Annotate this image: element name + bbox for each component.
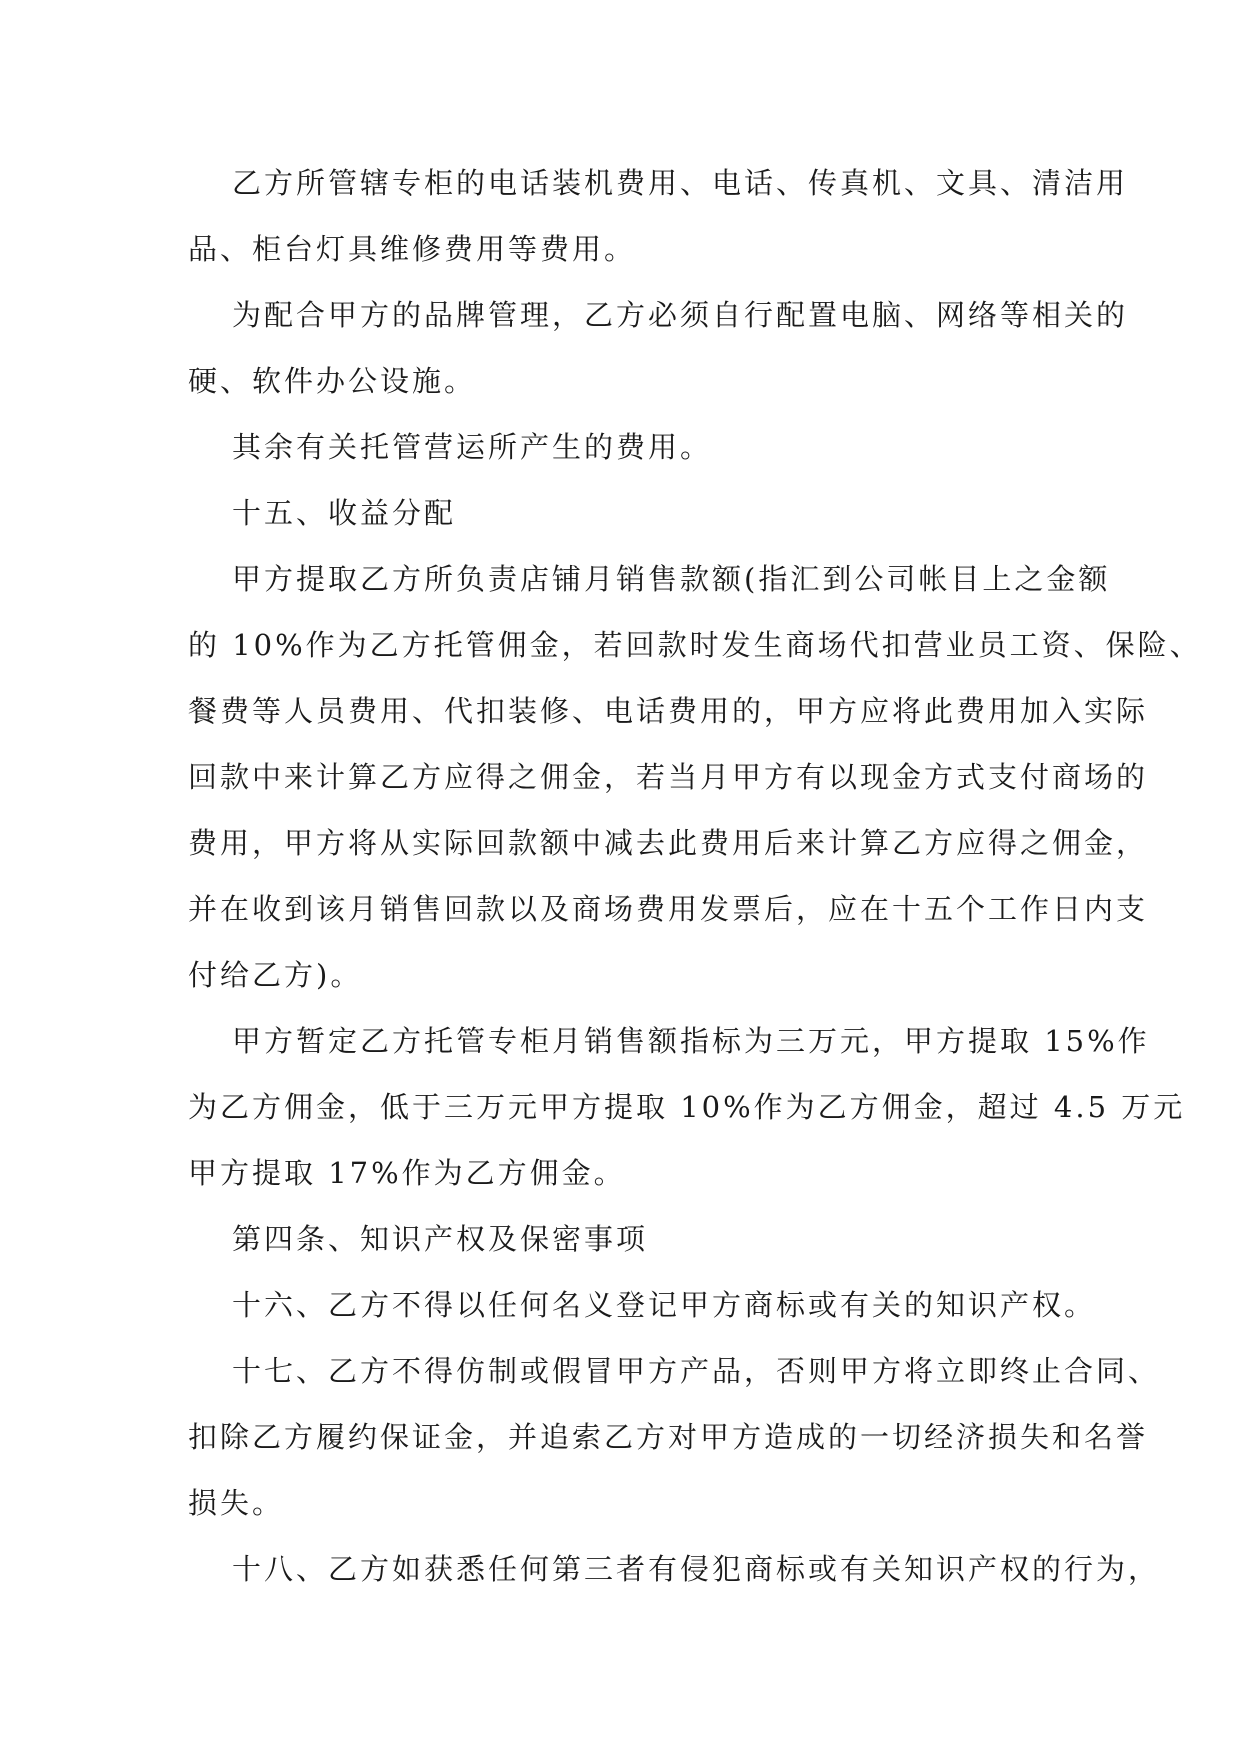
- text-line: 扣除乙方履约保证金，并追索乙方对甲方造成的一切经济损失和名誉: [188, 1420, 1149, 1454]
- paragraph-commission-calculation: [188, 546, 1202, 1008]
- text-line: 乙方所管辖专柜的电话装机费用、电话、传真机、文具、清洁用: [232, 166, 1129, 200]
- article-heading-ip-confidentiality: [188, 1206, 1078, 1272]
- text-line: 付给乙方)。: [188, 958, 363, 992]
- section-heading-revenue-distribution: [188, 480, 1078, 546]
- text-line: 十八、乙方如获悉任何第三者有侵犯商标或有关知识产权的行为，: [232, 1552, 1161, 1586]
- text-line: 十七、乙方不得仿制或假冒甲方产品，否则甲方将立即终止合同、: [232, 1354, 1161, 1388]
- document-body: [188, 150, 1202, 1602]
- text-line: 甲方暂定乙方托管专柜月销售额指标为三万元，甲方提取 15%作: [232, 1024, 1150, 1058]
- clause-17: [188, 1338, 1161, 1536]
- text-line: 其余有关托管营运所产生的费用。: [232, 430, 713, 464]
- clause-18: [188, 1536, 1161, 1602]
- text-line: 为乙方佣金，低于三万元甲方提取 10%作为乙方佣金，超过 4.5 万元: [188, 1090, 1186, 1124]
- text-line: 甲方提取乙方所负责店铺月销售款额(指汇到公司帐目上之金额: [232, 562, 1111, 596]
- text-line: 十六、乙方不得以任何名义登记甲方商标或有关的知识产权。: [232, 1288, 1097, 1322]
- text-line: 硬、软件办公设施。: [188, 364, 477, 398]
- paragraph-brand-management: [188, 282, 1129, 414]
- text-line: 为配合甲方的品牌管理，乙方必须自行配置电脑、网络等相关的: [232, 298, 1129, 332]
- paragraph-fees-items: [188, 150, 1129, 282]
- text-line: 费用，甲方将从实际回款额中减去此费用后来计算乙方应得之佣金，: [188, 826, 1149, 860]
- text-line: 品、柜台灯具维修费用等费用。: [188, 232, 637, 266]
- text-line: 并在收到该月销售回款以及商场费用发票后，应在十五个工作日内支: [188, 892, 1149, 926]
- text-line: 回款中来计算乙方应得之佣金，若当月甲方有以现金方式支付商场的: [188, 760, 1149, 794]
- text-line: 损失。: [188, 1486, 285, 1520]
- text-line: 甲方提取 17%作为乙方佣金。: [188, 1156, 626, 1190]
- text-line: 的 10%作为乙方托管佣金，若回款时发生商场代扣营业员工资、保险、: [188, 628, 1202, 662]
- paragraph-sales-target: [188, 1008, 1186, 1206]
- text-line: 餐费等人员费用、代扣装修、电话费用的，甲方应将此费用加入实际: [188, 694, 1149, 728]
- section-heading: 十五、收益分配: [232, 496, 457, 530]
- article-heading: 第四条、知识产权及保密事项: [232, 1222, 649, 1256]
- paragraph-other-fees: [188, 414, 1078, 480]
- clause-16: [188, 1272, 1097, 1338]
